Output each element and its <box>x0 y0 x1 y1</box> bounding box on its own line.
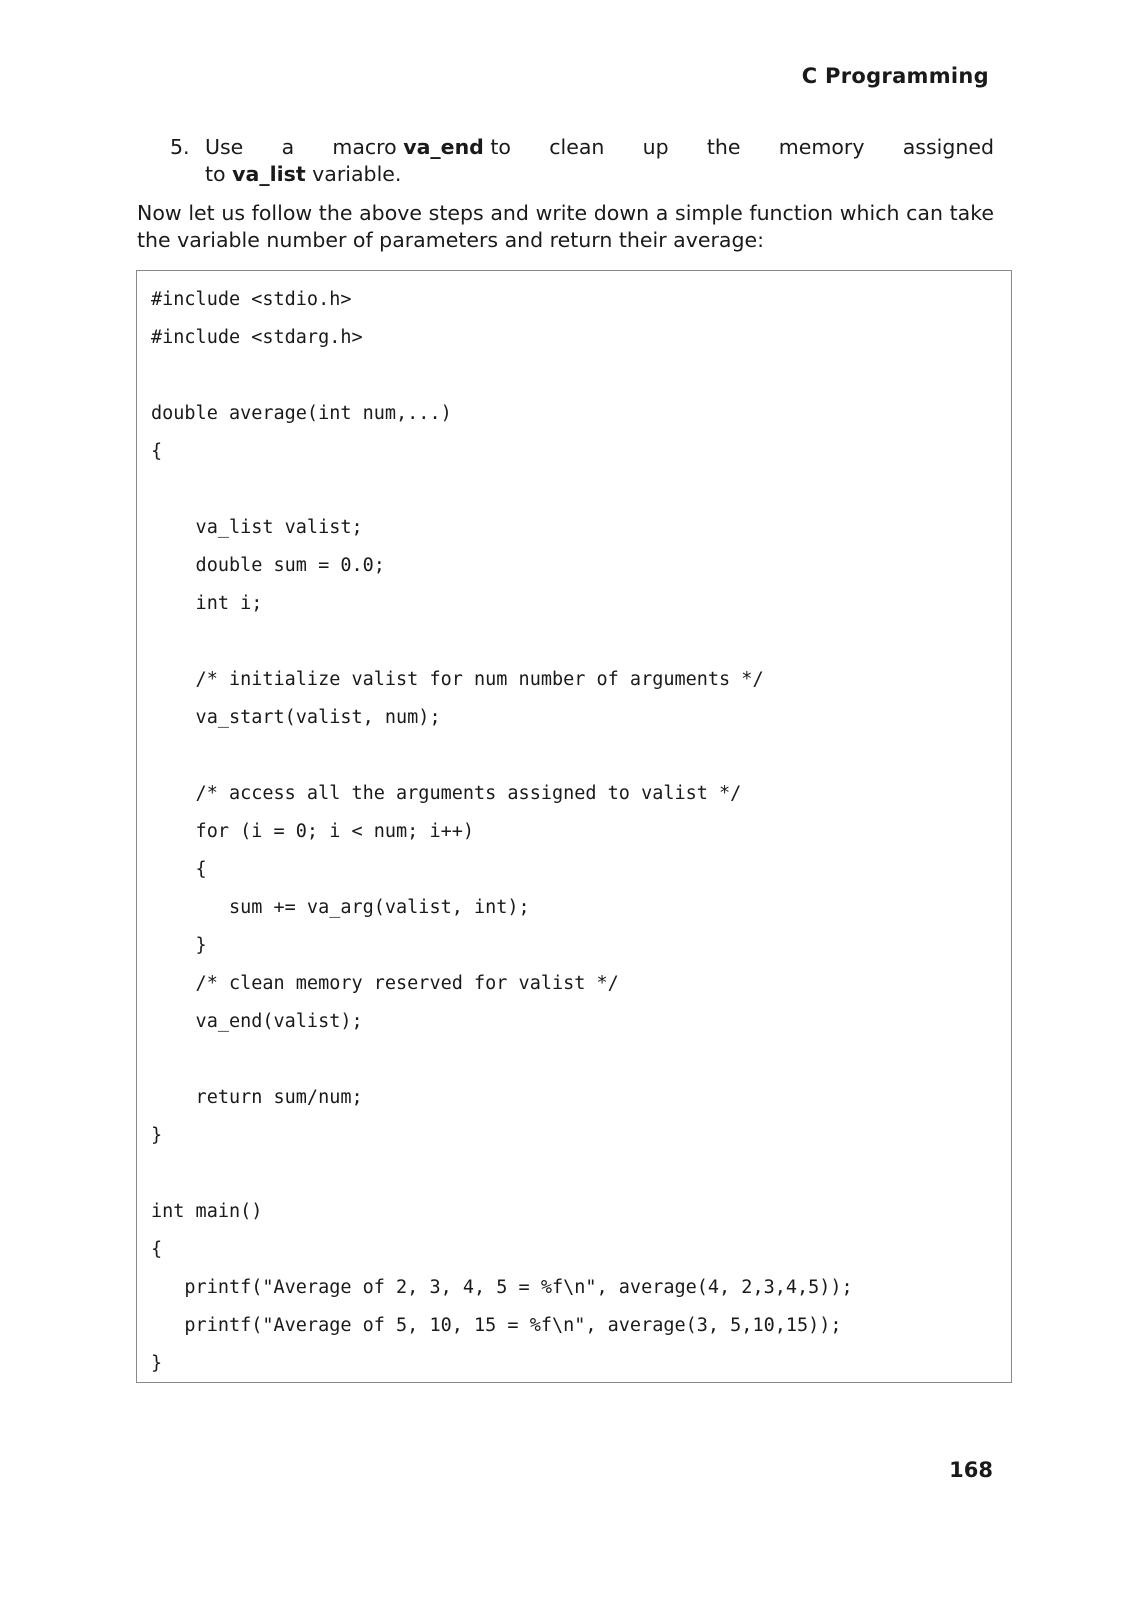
intro-paragraph: Now let us follow the above steps and write down a simple function which can take the variable number of parameters and return their average: <box>137 201 994 252</box>
macro-name: va_end <box>403 135 484 159</box>
step-line-1 <box>205 134 994 161</box>
step-word: the <box>706 135 741 159</box>
code-line: int i; <box>151 593 263 614</box>
step-number: 5. <box>170 135 190 159</box>
code-line: printf("Average of 5, 10, 15 = %f\n", average(3, 5,10,15)); <box>151 1315 842 1336</box>
code-line: } <box>151 935 207 956</box>
code-line: double sum = 0.0; <box>151 555 385 576</box>
code-line <box>151 479 162 500</box>
list-item-step-5 <box>170 134 994 188</box>
code-line: { <box>151 1239 163 1260</box>
code-line: /* clean memory reserved for valist */ <box>151 973 619 994</box>
variable-name: va_list <box>232 162 306 186</box>
step-word: variable. <box>312 162 402 186</box>
step-word: to <box>205 162 226 186</box>
step-word: to <box>490 135 511 159</box>
code-line <box>151 631 162 652</box>
step-word: up <box>642 135 669 159</box>
code-line: } <box>151 1125 163 1146</box>
code-line: printf("Average of 2, 3, 4, 5 = %f\n", average(4, 2,3,4,5)); <box>151 1277 853 1298</box>
step-word-group <box>332 134 511 161</box>
step-text <box>205 134 994 188</box>
step-word: clean <box>549 135 605 159</box>
step-line-2 <box>205 161 994 188</box>
code-line: #include <stdarg.h> <box>151 327 363 348</box>
code-line <box>151 745 162 766</box>
step-word: memory <box>778 135 865 159</box>
code-block <box>136 270 1012 1383</box>
code-line: va_end(valist); <box>151 1011 363 1032</box>
code-listing <box>151 281 853 1383</box>
code-line: #include <stdio.h> <box>151 289 352 310</box>
code-line: va_list valist; <box>151 517 363 538</box>
code-line: { <box>151 859 207 880</box>
step-word: assigned <box>902 135 994 159</box>
step-word: macro <box>332 135 397 159</box>
code-line: sum += va_arg(valist, int); <box>151 897 530 918</box>
code-line: /* initialize valist for num number of arguments */ <box>151 669 764 690</box>
step-word: a <box>281 135 295 159</box>
code-line: double average(int num,...) <box>151 403 452 424</box>
code-line <box>151 1163 162 1184</box>
code-line <box>151 365 162 386</box>
code-line <box>151 1049 162 1070</box>
code-line: va_start(valist, num); <box>151 707 441 728</box>
code-line: int main() <box>151 1201 263 1222</box>
code-line: return sum/num; <box>151 1087 363 1108</box>
page-number: 168 <box>949 1458 993 1482</box>
code-line: /* access all the arguments assigned to valist */ <box>151 783 742 804</box>
code-line: { <box>151 441 163 462</box>
page-header-title: C Programming <box>801 64 989 88</box>
code-line: for (i = 0; i < num; i++) <box>151 821 475 842</box>
code-line: } <box>151 1353 163 1374</box>
step-word: Use <box>205 135 244 159</box>
